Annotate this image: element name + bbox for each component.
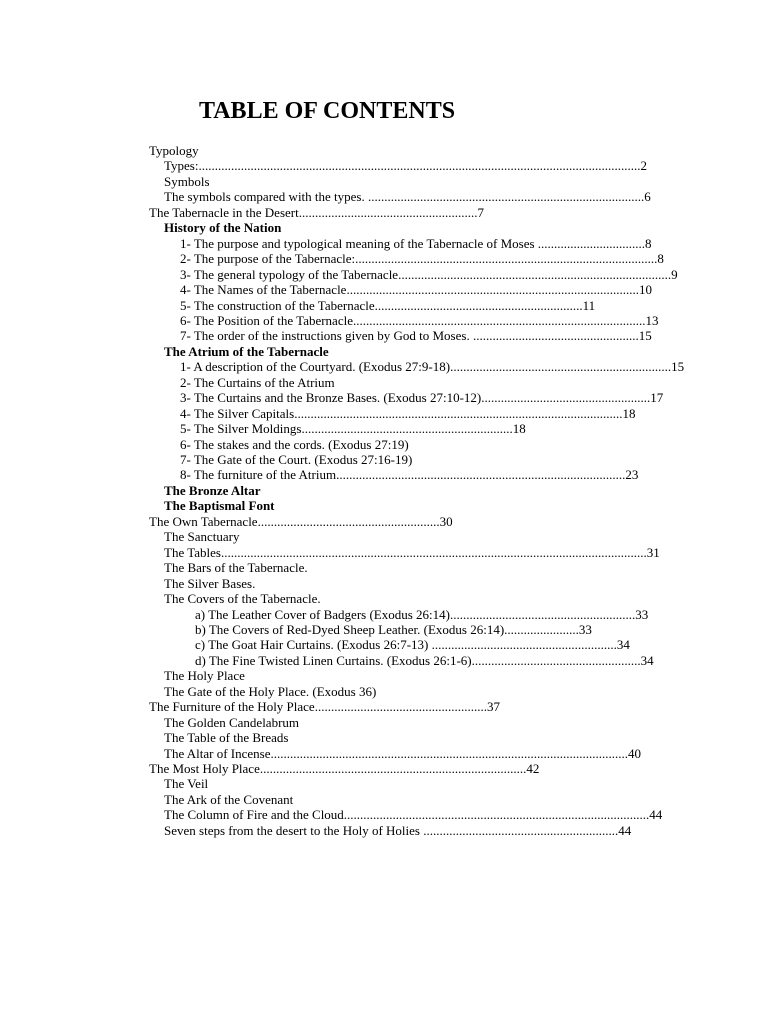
toc-entry: 8- The furniture of the Atrium.........................................................................................23 [180,467,639,482]
toc-entry: The Holy Place [164,668,245,683]
toc-entry: The Silver Bases. [164,576,256,591]
toc-entry: 3- The Curtains and the Bronze Bases. (Exodus 27:10-12)....................................................17 [180,390,664,405]
toc-entry: b) The Covers of Red-Dyed Sheep Leather. (Exodus 26:14).......................33 [195,622,592,637]
toc-entry: 2- The purpose of the Tabernacle:.............................................................................................8 [180,251,664,266]
toc-entry: Seven steps from the desert to the Holy of Holies ............................................................44 [164,823,632,838]
toc-entry: The Column of Fire and the Cloud..............................................................................................44 [164,807,663,822]
page-title: TABLE OF CONTENTS [199,98,456,124]
toc-entry: Typology [149,143,199,158]
toc-entry: d) The Fine Twisted Linen Curtains. (Exodus 26:1-6)....................................................34 [195,653,654,668]
toc-entry: The Veil [164,776,209,791]
toc-entry: Symbols [164,174,210,189]
toc-entry: The Covers of the Tabernacle. [164,591,321,606]
toc-entry: The Own Tabernacle........................................................30 [149,514,453,529]
toc-entry: 6- The stakes and the cords. (Exodus 27:19) [180,437,409,452]
toc-entry: The Golden Candelabrum [164,715,300,730]
toc-entry: 6- The Position of the Tabernacle..........................................................................................13 [180,313,659,328]
toc-entry: 2- The Curtains of the Atrium [180,375,335,390]
toc-entry: 5- The construction of the Tabernacle................................................................11 [180,298,596,313]
toc-entry: The Ark of the Covenant [164,792,294,807]
toc-entry: The Bars of the Tabernacle. [164,560,308,575]
toc-entry: The Baptismal Font [164,498,275,513]
toc-entry: c) The Goat Hair Curtains. (Exodus 26:7-13) .........................................................34 [195,637,630,652]
toc-entry: 5- The Silver Moldings.................................................................18 [180,421,526,436]
toc-entry: 4- The Silver Capitals.....................................................................................................18 [180,406,636,421]
toc-entry: History of the Nation [164,220,282,235]
toc-entry: The Sanctuary [164,529,240,544]
toc-entry: The Tables...................................................................................................................................31 [164,545,660,560]
toc-entry: a) The Leather Cover of Badgers (Exodus 26:14).........................................................33 [195,607,649,622]
toc-entry: The Furniture of the Holy Place.....................................................37 [149,699,500,714]
toc-entry: The Altar of Incense..............................................................................................................40 [164,746,641,761]
toc-entry: 7- The Gate of the Court. (Exodus 27:16-19) [180,452,413,467]
toc-entry: Types:........................................................................................................................................2 [164,158,647,173]
toc-entry: 1- The purpose and typological meaning of the Tabernacle of Moses .................................8 [180,236,652,251]
toc-entry: 4- The Names of the Tabernacle..........................................................................................10 [180,282,652,297]
toc-entry: The Most Holy Place..................................................................................42 [149,761,540,776]
toc-entry: 3- The general typology of the Tabernacle....................................................................................9 [180,267,678,282]
toc-entry: The Gate of the Holy Place. (Exodus 36) [164,684,377,699]
toc-entry: 7- The order of the instructions given by God to Moses. ...................................................15 [180,328,652,343]
toc-entry: The Table of the Breads [164,730,289,745]
toc-entry: The Tabernacle in the Desert.......................................................7 [149,205,484,220]
toc-entry: The Bronze Altar [164,483,261,498]
toc-entry: The Atrium of the Tabernacle [164,344,329,359]
toc-entry: The symbols compared with the types. .....................................................................................6 [164,189,651,204]
toc-entry: 1- A description of the Courtyard. (Exodus 27:9-18)....................................................................15 [180,359,685,374]
